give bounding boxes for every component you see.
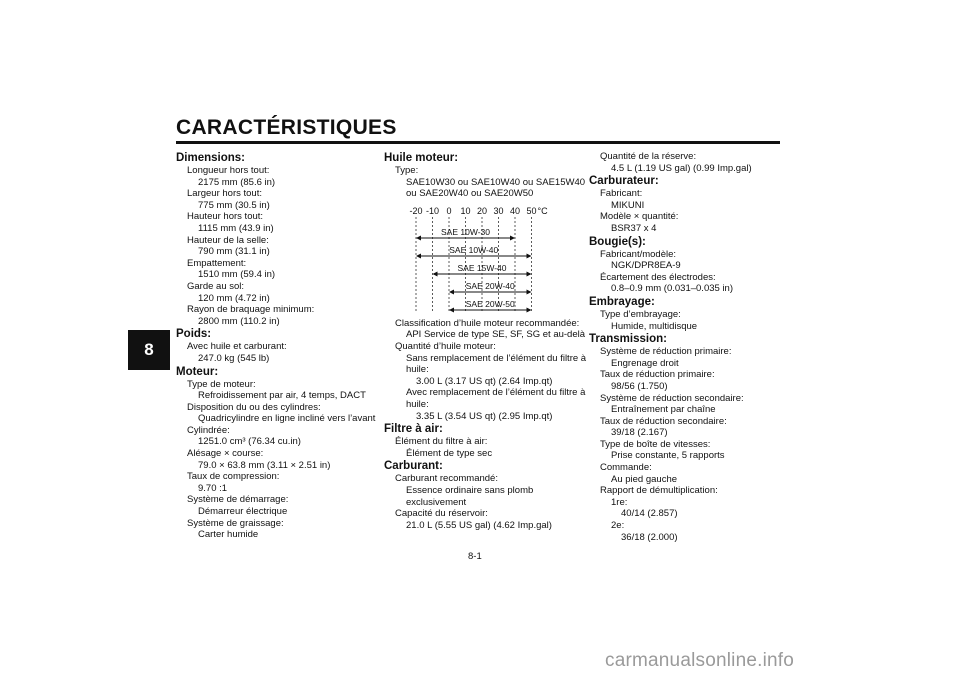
spec-line: Fabricant:	[600, 188, 643, 200]
range-arrow-right	[527, 289, 532, 294]
watermark: carmanualsonline.info	[605, 650, 795, 671]
spec-line: Quantité de la réserve:	[600, 151, 697, 162]
range-arrow-right	[527, 271, 532, 276]
range-arrow-right	[510, 235, 515, 240]
spec-line: Carburant recommandé:	[395, 473, 498, 485]
spec-line: Quantité d’huile moteur:	[395, 340, 496, 352]
spec-line: SAE10W30 ou SAE10W40 ou SAE15W40	[406, 176, 586, 188]
range-arrow-left	[449, 289, 454, 294]
section-heading: Carburateur:	[589, 175, 659, 188]
spec-line: Rayon de braquage minimum:	[187, 304, 315, 316]
spec-line: Garde au sol:	[187, 280, 245, 292]
spec-line: Hauteur de la selle:	[187, 234, 269, 246]
spec-line: Classification d’huile moteur recommandée:	[395, 317, 580, 329]
spec-line: 1re:	[611, 496, 628, 508]
spec-line: 36/18 (2.000)	[621, 531, 678, 543]
spec-line: NGK/DPR8EA-9	[611, 260, 681, 272]
spec-line: 1510 mm (59.4 in)	[198, 269, 276, 281]
section-heading: Embrayage:	[589, 295, 655, 308]
spec-line: 4.5 L (1.19 US gal) (0.99 Imp.gal)	[611, 162, 752, 174]
column-left	[176, 151, 376, 541]
spec-line: Sans remplacement de l’élément du filtre à	[406, 352, 587, 364]
spec-line: Élément de type sec	[406, 447, 493, 459]
spec-line: Cylindrée:	[187, 424, 230, 436]
spec-line: 247.0 kg (545 lb)	[198, 352, 270, 364]
spec-line: ou SAE20W40 ou SAE20W50	[406, 188, 534, 200]
section-heading: Transmission:	[589, 333, 667, 346]
spec-line: 1251.0 cm³ (76.34 cu.in)	[198, 436, 301, 448]
spec-line: 40/14 (2.857)	[621, 508, 678, 520]
spec-line: Capacité du réservoir:	[395, 508, 488, 520]
spec-line: 2175 mm (85.6 in)	[198, 176, 276, 188]
section-heading: Dimensions:	[176, 152, 246, 164]
tick-label: 20	[476, 205, 488, 216]
spec-line: Taux de réduction primaire:	[600, 369, 715, 381]
spec-line: Alésage × course:	[187, 448, 264, 460]
spec-line: 39/18 (2.167)	[611, 427, 668, 439]
spec-line: Prise constante, 5 rapports	[611, 450, 725, 462]
spec-line: Système de réduction primaire:	[600, 346, 732, 358]
spec-line: Largeur hors tout:	[187, 188, 262, 200]
spec-line: Démarreur électrique	[198, 506, 288, 518]
spec-line: 0.8–0.9 mm (0.031–0.035 in)	[611, 283, 733, 295]
spec-line: Humide, multidisque	[611, 320, 698, 332]
range-arrow-right	[527, 253, 532, 258]
spec-line: Rapport de démultiplication:	[600, 485, 718, 497]
range-arrow-left	[449, 307, 454, 312]
spec-line: 2e:	[611, 520, 625, 532]
tick-label: 50	[526, 205, 537, 216]
spec-line: BSR37 x 4	[611, 222, 657, 234]
spec-line: Commande:	[600, 462, 652, 474]
series-label: SAE 20W-40	[465, 280, 515, 291]
column-right	[589, 151, 789, 543]
tick-label: 0	[446, 205, 452, 216]
range-arrow-right	[527, 307, 532, 312]
title-rule	[176, 141, 780, 144]
spec-line: 2800 mm (110.2 in)	[198, 315, 280, 327]
section-heading: Filtre à air:	[384, 423, 443, 436]
spec-line: Refroidissement par air, 4 temps, DACT	[198, 390, 366, 402]
column-middle	[384, 151, 589, 531]
spec-line: 790 mm (31.1 in)	[198, 246, 270, 258]
page-title: CARACTÉRISTIQUES	[176, 116, 397, 139]
spec-line: Système de réduction secondaire:	[600, 392, 744, 404]
section-heading: Bougie(s):	[589, 235, 646, 248]
tick-label: -10	[425, 205, 440, 216]
section-heading: Carburant:	[384, 460, 443, 473]
spec-line: 3.35 L (3.54 US qt) (2.95 Imp.qt)	[416, 410, 553, 422]
oil-viscosity-chart	[384, 200, 589, 318]
spec-line: Au pied gauche	[611, 473, 678, 485]
spec-line: Taux de compression:	[187, 471, 280, 483]
spec-line: 1115 mm (43.9 in)	[198, 222, 274, 234]
spec-line: Système de graissage:	[187, 517, 284, 529]
section-heading: Poids:	[176, 328, 212, 341]
column-middle-lower	[384, 318, 589, 532]
spec-line: Quadricylindre en ligne incliné vers l’avant	[198, 413, 376, 425]
spec-line: Essence ordinaire sans plomb	[406, 484, 534, 496]
engine-oil-section	[384, 151, 589, 200]
series-label: SAE 10W-40	[449, 244, 499, 255]
spec-line: 3.00 L (3.17 US qt) (2.64 Imp.qt)	[416, 375, 553, 387]
spec-line: 79.0 × 63.8 mm (3.11 × 2.51 in)	[198, 459, 331, 471]
spec-line: Taux de réduction secondaire:	[600, 415, 727, 427]
spec-line: Hauteur hors tout:	[187, 211, 264, 223]
spec-line: huile:	[406, 398, 429, 410]
series-label: SAE 20W-50	[465, 298, 515, 309]
section-heading: Moteur:	[176, 365, 219, 378]
tick-label: 30	[493, 205, 504, 216]
spec-line: Avec remplacement de l’élément du filtre à	[406, 387, 586, 399]
range-arrow-left	[433, 271, 438, 276]
spec-line: Type de moteur:	[187, 378, 256, 390]
spec-line: Fabricant/modèle:	[600, 248, 677, 260]
spec-line: 21.0 L (5.55 US gal) (4.62 Imp.gal)	[406, 519, 552, 531]
spec-line: huile:	[406, 364, 429, 376]
spec-line: Empattement:	[187, 257, 247, 269]
tick-label: 10	[460, 205, 471, 216]
oil-viscosity-chart-svg	[384, 200, 584, 318]
spec-line: Disposition du ou des cylindres:	[187, 401, 321, 413]
spec-line: exclusivement	[406, 496, 467, 508]
spec-line: 120 mm (4.72 in)	[198, 292, 270, 304]
tick-label: -20	[409, 205, 423, 216]
spec-line: Carter humide	[198, 529, 259, 541]
spec-line: Type d’embrayage:	[600, 308, 681, 320]
spec-line: Entraînement par chaîne	[611, 404, 716, 416]
series-label: SAE 10W-30	[441, 226, 490, 237]
page-number: 8-1	[468, 551, 482, 562]
spec-line: 775 mm (30.5 in)	[198, 199, 270, 211]
spec-line: Longueur hors tout:	[187, 165, 270, 176]
section-heading: Huile moteur:	[384, 152, 459, 164]
spec-line: MIKUNI	[611, 199, 645, 211]
spec-line: Modèle × quantité:	[600, 211, 679, 223]
range-arrow-left	[416, 253, 421, 258]
spec-line: 9.70 :1	[198, 482, 228, 494]
spec-line: Système de démarrage:	[187, 494, 289, 506]
series-label: SAE 15W-40	[457, 262, 507, 273]
range-arrow-left	[416, 235, 421, 240]
spec-line: Avec huile et carburant:	[187, 341, 287, 353]
spec-line: Engrenage droit	[611, 357, 679, 369]
spec-line: API Service de type SE, SF, SG et au-delà	[406, 329, 586, 341]
spec-line: Élément du filtre à air:	[395, 436, 488, 448]
chapter-tab: 8	[128, 330, 170, 370]
spec-line: Type:	[395, 165, 419, 176]
spec-line: Type de boîte de vitesses:	[600, 438, 711, 450]
spec-line: Écartement des électrodes:	[600, 271, 716, 283]
unit-label: °C	[537, 205, 548, 216]
tick-label: 40	[509, 205, 521, 216]
spec-line: 98/56 (1.750)	[611, 380, 668, 392]
